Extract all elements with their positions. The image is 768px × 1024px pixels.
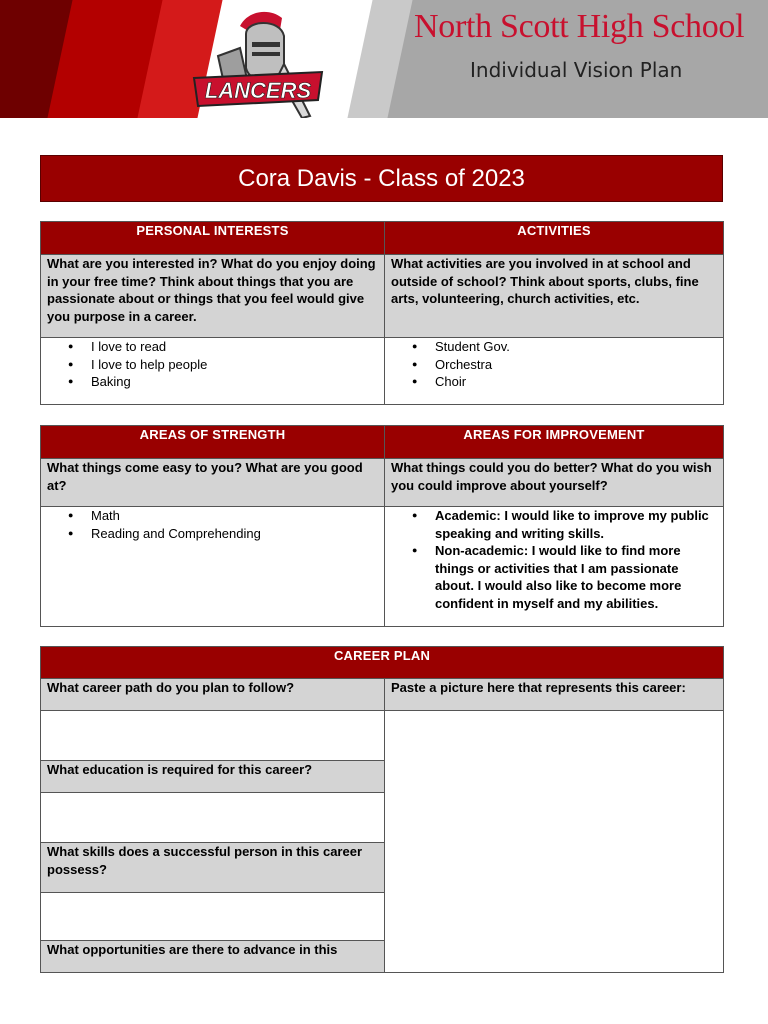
student-title: Cora Davis - Class of 2023 (40, 155, 723, 202)
list-item: ● Choir (435, 373, 717, 391)
list-item: ● Student Gov. (435, 338, 717, 356)
interests-answer-cell[interactable] (41, 338, 385, 405)
advancement-question: What opportunities are there to advance in this (41, 941, 385, 973)
list-item: ● Baking (91, 373, 378, 391)
activities-answer-cell[interactable] (385, 338, 724, 405)
school-name: North Scott High School (414, 8, 745, 45)
strength-list (47, 507, 378, 542)
strength-question: What things come easy to you? What are you good at? (41, 459, 385, 507)
list-item: ● I love to read (91, 338, 378, 356)
strengths-table (40, 425, 724, 627)
career-picture-area[interactable] (385, 711, 724, 973)
strength-answer-cell[interactable] (41, 507, 385, 627)
header-banner (0, 0, 768, 118)
list-item: ● I love to help people (91, 356, 378, 374)
interests-table (40, 221, 724, 405)
career-path-question: What career path do you plan to follow? (41, 679, 385, 711)
activities-header: ACTIVITIES (385, 222, 724, 255)
list-item: ● Orchestra (435, 356, 717, 374)
skills-answer[interactable] (41, 893, 385, 941)
areas-of-strength-header: AREAS OF STRENGTH (41, 426, 385, 459)
education-question: What education is required for this career? (41, 761, 385, 793)
list-item: ● Reading and Comprehending (91, 525, 378, 543)
list-item: ● Non-academic: I would like to find more things or activities that I am passionate about. I would also like to become more confident in myself and my abilities. (435, 542, 717, 612)
activities-list (391, 338, 717, 391)
personal-interests-header: PERSONAL INTERESTS (41, 222, 385, 255)
areas-for-improvement-header: AREAS FOR IMPROVEMENT (385, 426, 724, 459)
list-item: ● Academic: I would like to improve my public speaking and writing skills. (435, 507, 717, 542)
interests-question: What are you interested in? What do you enjoy doing in your free time? Think about things that you are passionate about or things that you feel would give you purpose in a career. (41, 255, 385, 338)
skills-question: What skills does a successful person in this career possess? (41, 843, 385, 893)
activities-question: What activities are you involved in at school and outside of school? Think about sports, clubs, fine arts, volunteering, church activities, etc. (385, 255, 724, 338)
career-table (40, 646, 724, 973)
interests-list (47, 338, 378, 391)
education-answer[interactable] (41, 793, 385, 843)
improvement-question: What things could you do better? What do you wish you could improve about yourself? (385, 459, 724, 507)
career-path-answer[interactable] (41, 711, 385, 761)
picture-prompt: Paste a picture here that represents this career: (385, 679, 724, 711)
logo-text: LANCERS (204, 78, 312, 103)
career-plan-header: CAREER PLAN (41, 647, 724, 679)
improvement-list (391, 507, 717, 612)
plan-title: Individual Vision Plan (470, 58, 683, 82)
improvement-answer-cell[interactable] (385, 507, 724, 627)
list-item: ● Math (91, 507, 378, 525)
lancers-logo (188, 6, 328, 118)
